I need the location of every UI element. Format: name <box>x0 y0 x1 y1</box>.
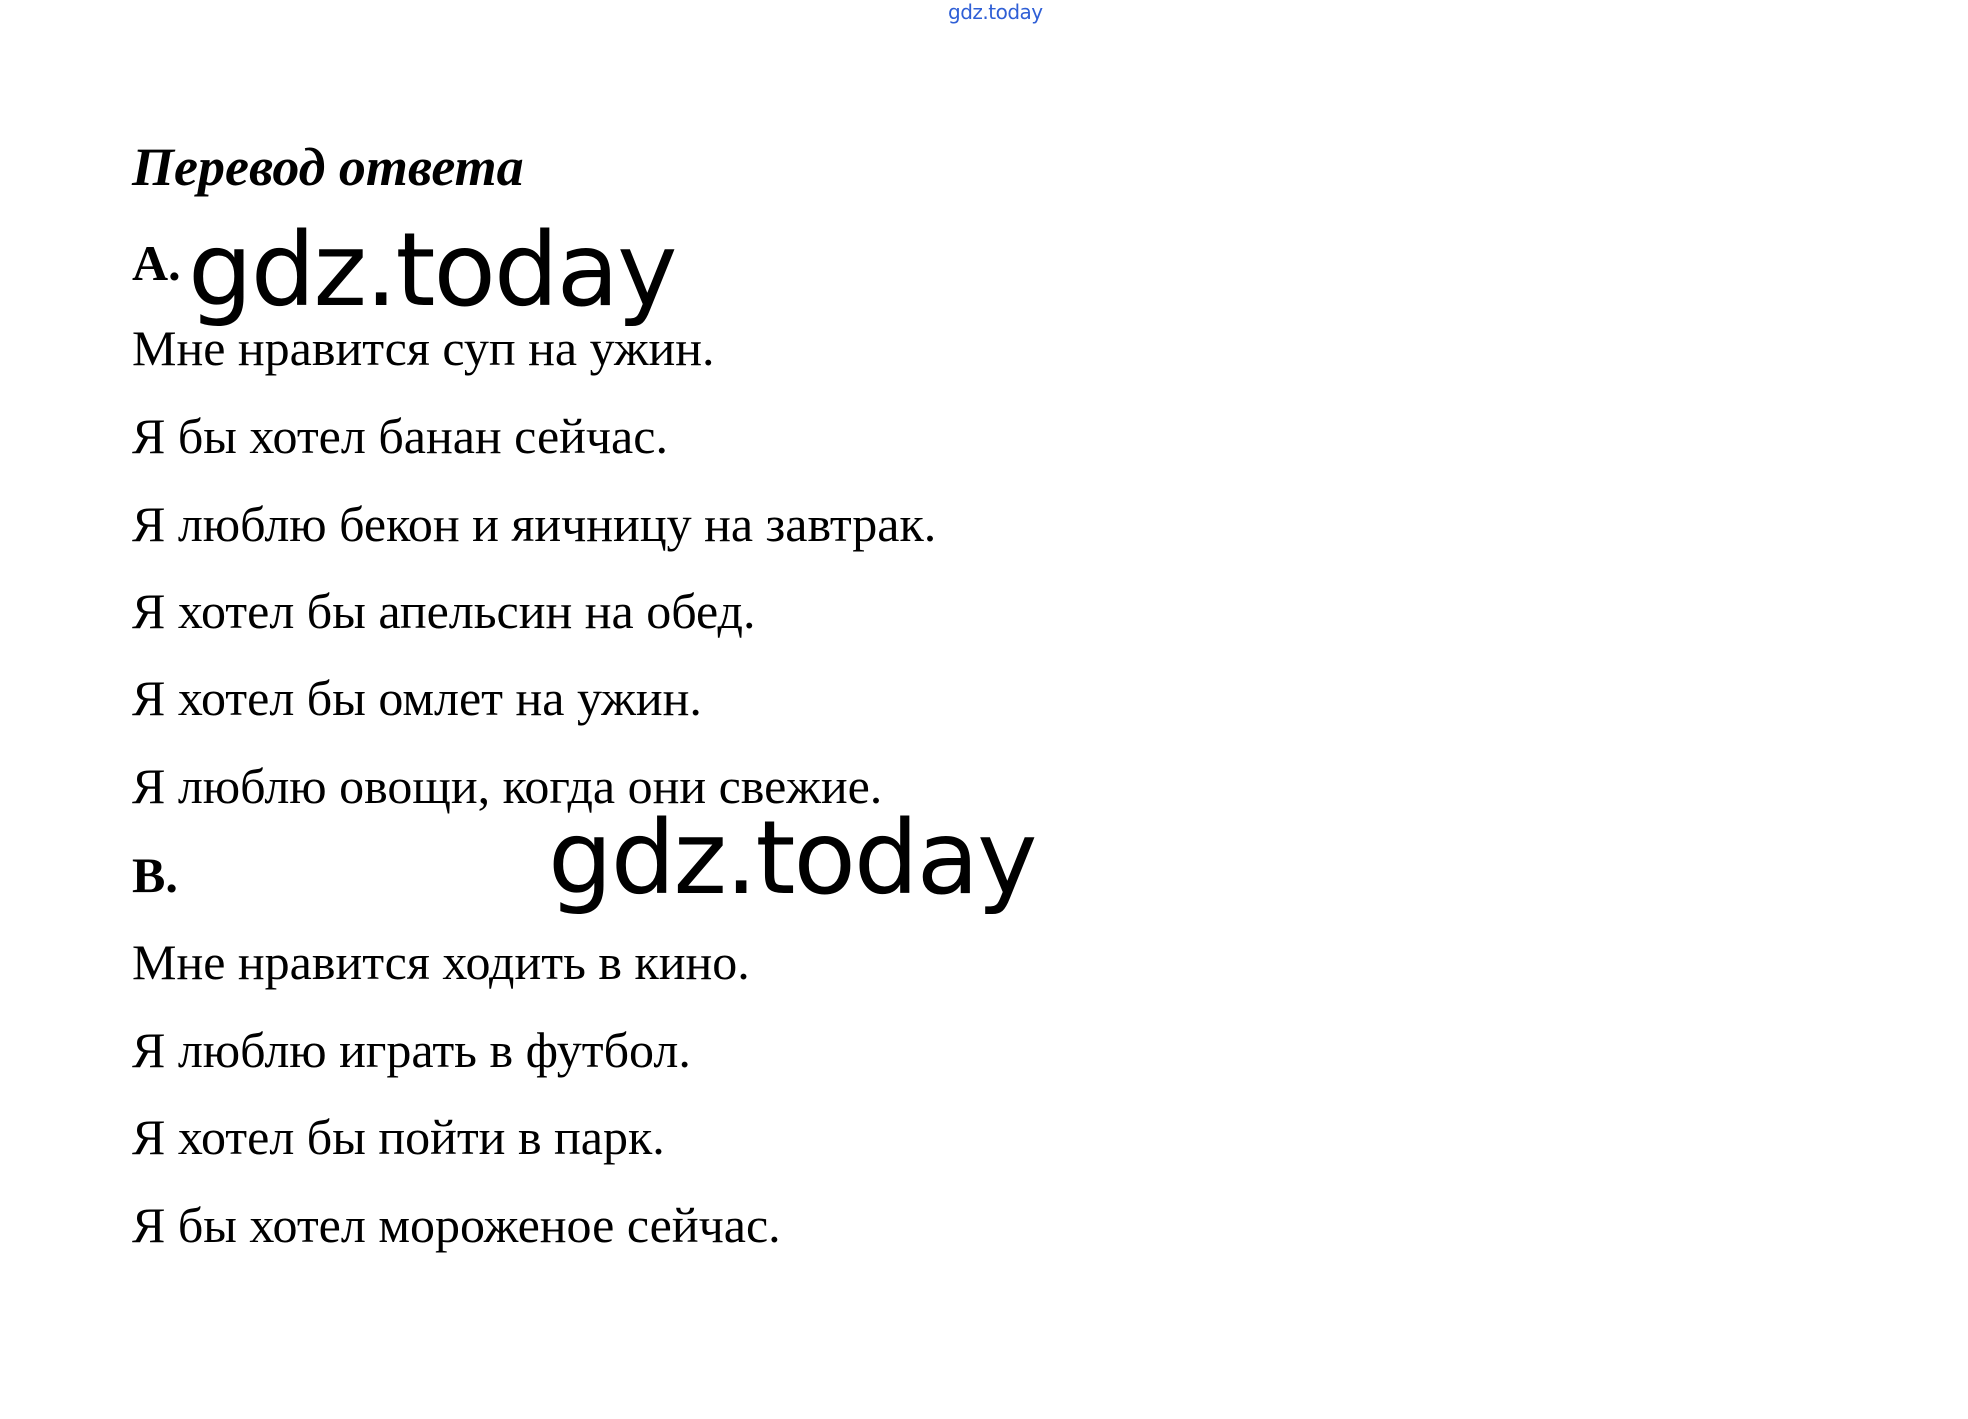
sentence-b-4: Я бы хотел мороженое сейчас. <box>132 1197 781 1253</box>
sentence-a-4: Я хотел бы апельсин на обед. <box>132 583 756 639</box>
section-b-label: B. <box>132 847 178 903</box>
sentence-b-1: Мне нравится ходить в кино. <box>132 934 750 990</box>
sentence-a-3: Я люблю бекон и яичницу на завтрак. <box>132 496 937 552</box>
sentence-b-3: Я хотел бы пойти в парк. <box>132 1109 665 1165</box>
section-a-label: A. <box>132 235 181 291</box>
sentence-a-1: Мне нравится суп на ужин. <box>132 320 715 376</box>
sentence-a-5: Я хотел бы омлет на ужин. <box>132 670 702 726</box>
sentence-b-2: Я люблю играть в футбол. <box>132 1022 691 1078</box>
page-title: Перевод ответа <box>132 137 524 197</box>
top-watermark: gdz.today <box>948 0 1043 24</box>
sentence-a-2: Я бы хотел банан сейчас. <box>132 408 668 464</box>
sentence-a-6: Я люблю овощи, когда они свежие. <box>132 758 883 814</box>
watermark-logo-1: gdz.today <box>188 211 676 330</box>
watermark-logo-2: gdz.today <box>548 799 1036 918</box>
